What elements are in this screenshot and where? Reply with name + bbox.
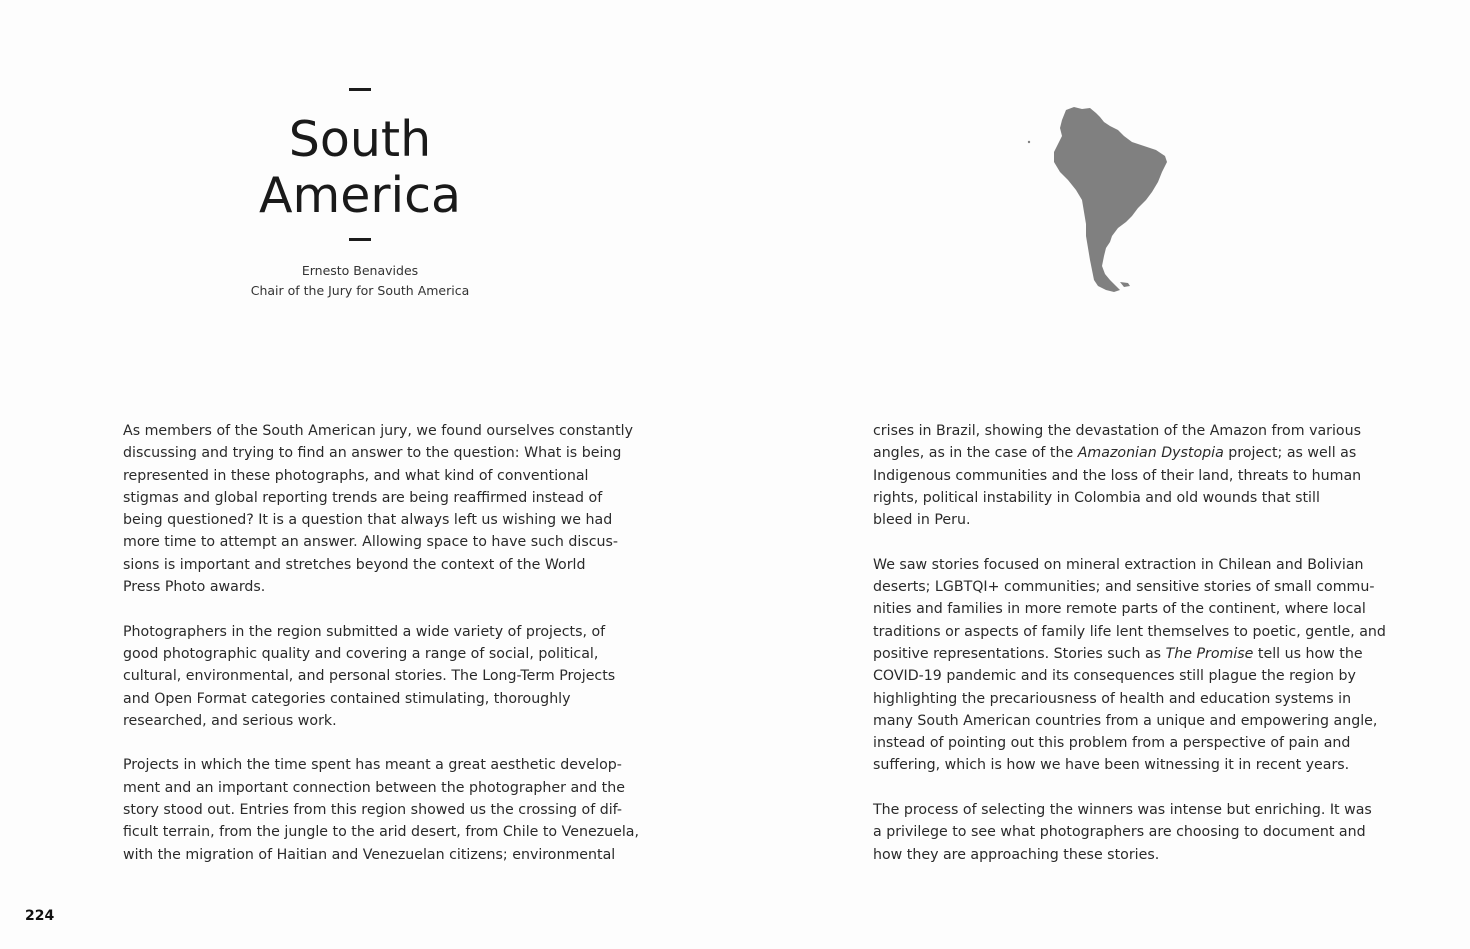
right-text-column [873, 420, 1386, 888]
page-title [200, 112, 520, 224]
text-line: how they are approaching these stories. [873, 846, 1160, 863]
text-line: ment and an important connection between the photographer and the [123, 779, 625, 796]
text-line: traditions or aspects of family life lent themselves to poetic, gentle, and [873, 623, 1386, 640]
text-line: good photographic quality and covering a range of social, political, [123, 645, 599, 662]
text-line: deserts; LGBTQI+ communities; and sensitive stories of small commu- [873, 579, 1375, 596]
text-line: Indigenous communities and the loss of their land, threats to human [873, 467, 1362, 484]
page-number: 224 [25, 908, 55, 924]
text-line: instead of pointing out this problem from a perspective of pain and [873, 735, 1351, 752]
text-line: nities and families in more remote parts of the continent, where local [873, 601, 1366, 618]
text-line: Projects in which the time spent has meant a great aesthetic develop- [123, 757, 622, 774]
text-line: rights, political instability in Colombia and old wounds that still [873, 489, 1320, 506]
project-title-amazonian-dystopia: Amazonian Dystopia [1077, 445, 1224, 462]
text-line: discussing and trying to find an answer to the question: What is being [123, 445, 622, 462]
text-line: stigmas and global reporting trends are being reaffirmed instead of [123, 489, 603, 506]
text-run: project; as well as [1223, 445, 1357, 462]
left-text-column [123, 420, 639, 888]
right-paragraph-2 [873, 554, 1386, 777]
text-run: positive representations. Stories such as [873, 645, 1166, 662]
text-line: being questioned? It is a question that always left us wishing we had [123, 512, 613, 529]
text-line: and Open Format categories contained stimulating, thoroughly [123, 690, 571, 707]
text-line: highlighting the precariousness of health and education systems in [873, 690, 1352, 707]
text-line: with the migration of Haitian and Venezuelan citizens; environmental [123, 846, 616, 863]
text-line: story stood out. Entries from this region showed us the crossing of dif- [123, 802, 622, 819]
text-line: suffering, which is how we have been witnessing it in recent years. [873, 757, 1350, 774]
south-america-landmass [1054, 107, 1167, 292]
text-line: researched, and serious work. [123, 712, 337, 729]
text-line [873, 643, 1373, 665]
text-line: represented in these photographs, and what kind of conventional [123, 467, 589, 484]
left-paragraph-1 [123, 420, 633, 598]
text-line: many South American countries from a unique and empowering angle, [873, 712, 1378, 729]
text-line: crises in Brazil, showing the devastation of the Amazon from various [873, 423, 1361, 439]
title-bottom-rule [349, 238, 371, 241]
text-line: Press Photo awards. [123, 579, 266, 596]
title-top-rule [349, 88, 371, 91]
text-line: Photographers in the region submitted a wide variety of projects, of [123, 623, 606, 640]
title-line-1: South [288, 111, 432, 168]
project-title-the-promise: The Promise [1165, 645, 1254, 662]
tierra-del-fuego [1120, 282, 1130, 287]
text-run: angles, as in the case of the [873, 445, 1078, 462]
author-name: Ernesto Benavides [301, 263, 419, 278]
byline [200, 261, 520, 301]
text-line: The process of selecting the winners was intense but enriching. It was [873, 802, 1372, 819]
text-line: ficult terrain, from the jungle to the arid desert, from Chile to Venezuela, [123, 824, 639, 841]
left-paragraph-3 [123, 754, 639, 865]
text-line: more time to attempt an answer. Allowing space to have such discus- [123, 534, 619, 551]
author-role: Chair of the Jury for South America [250, 283, 470, 298]
right-paragraph-3 [873, 799, 1373, 866]
text-line: sions is important and stretches beyond the context of the World [123, 556, 586, 573]
text-line: bleed in Peru. [873, 512, 971, 529]
text-line: As members of the South American jury, we found ourselves constantly [123, 423, 633, 439]
text-line: a privilege to see what photographers are choosing to document and [873, 824, 1366, 841]
left-paragraph-2 [123, 621, 623, 732]
text-line: We saw stories focused on mineral extraction in Chilean and Bolivian [873, 556, 1364, 573]
text-line: COVID-19 pandemic and its consequences still plague the region by [873, 668, 1356, 685]
right-paragraph-1 [873, 420, 1373, 531]
south-america-map-icon [1020, 100, 1180, 300]
text-run: tell us how the [1253, 645, 1363, 662]
islet [1028, 141, 1030, 143]
title-line-2: America [258, 167, 462, 224]
text-line [873, 442, 1373, 464]
text-line: cultural, environmental, and personal stories. The Long-Term Projects [123, 668, 616, 685]
